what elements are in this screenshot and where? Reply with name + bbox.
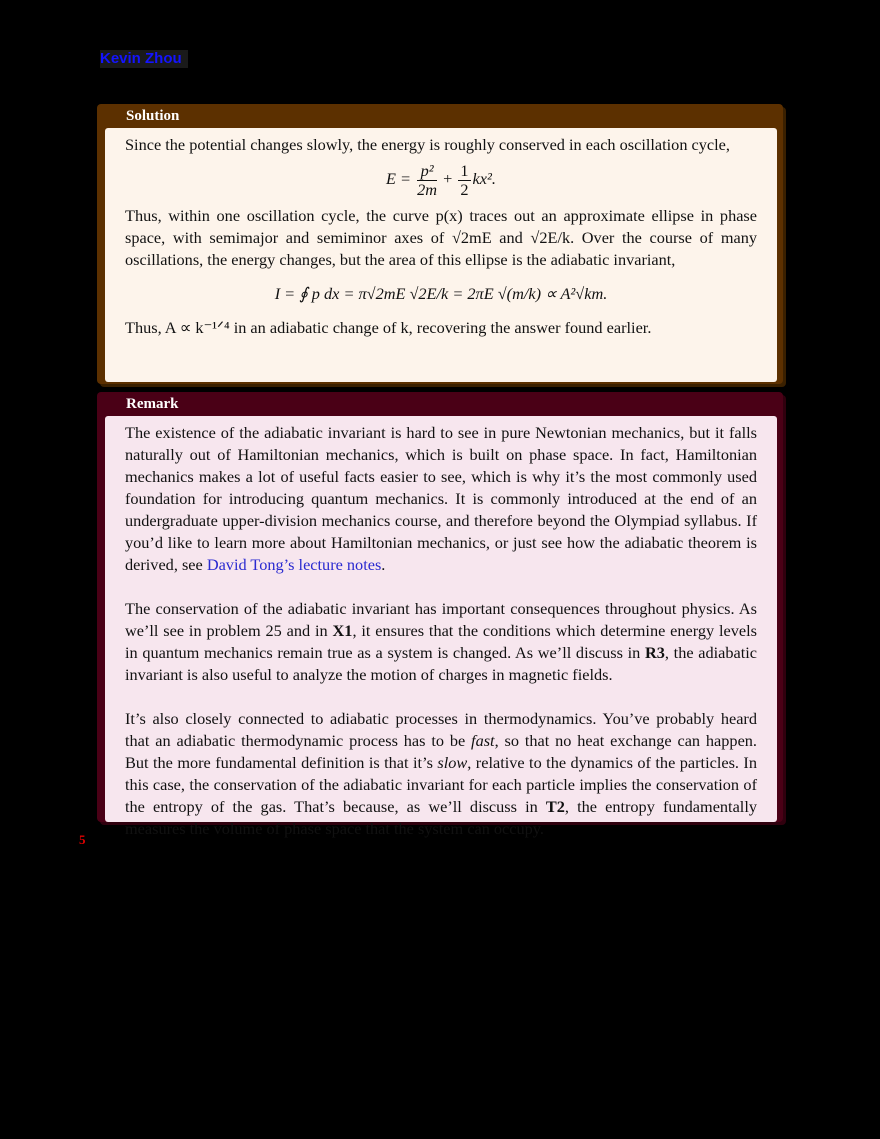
ref-t2: T2 — [545, 797, 565, 816]
solution-title: Solution — [126, 108, 180, 124]
energy-equation: E = $\frac{\text{p²}}{2m}$ + $\frac{1}{2}$ kx². — [386, 161, 496, 199]
remark-box — [97, 392, 783, 838]
remark-paragraph-2: The conservation of the adiabatic invariant has important consequences throughout physics. As we’ll see in problem 25 and in X1, it ensures that the conditions which determine energy levels in quantum mechanics remain true as a system is changed. As we’ll discuss in R3, the adiabatic invariant is also useful to analyze the motion of charges in magnetic fields. — [125, 599, 758, 684]
solution-box — [97, 104, 783, 384]
remark-body — [105, 416, 777, 838]
ref-x1: X1 — [332, 621, 353, 640]
solution-paragraph-3: Thus, A ∝ k⁻¹ᐟ⁴ in an adiabatic change of k, recovering the answer found earlier. — [125, 318, 652, 337]
solution-body — [105, 128, 777, 382]
remark-title: Remark — [126, 396, 179, 412]
solution-paragraph-2: Thus, within one oscillation cycle, the curve p(x) traces out an approximate ellipse in phase space, with semimajor and semiminor axes of √2mE and √2E/k. Over the course of many oscillations, the energy changes, but the area of this ellipse is the adiabatic invariant, — [125, 206, 757, 269]
remark-paragraph-3: It’s also closely connected to adiabatic processes in thermodynamics. You’ve probably heard that an adiabatic thermodynamic process has to be fast, so that no heat exchange can happen. But the more fundamental definition is that it’s slow, relative to the dynamics of the particles. In this case, the conservation of the adiabatic invariant for each particle implies the conservation of the entropy of the gas. That’s because, as we’ll discuss in T2, the entropy fundamentally measures the volume of phase space that the system can occupy. — [125, 709, 758, 838]
page-marker: 5 — [79, 832, 86, 847]
david-tong-notes-link[interactable]: David Tong’s lecture notes — [206, 555, 382, 574]
solution-paragraph-1: Since the potential changes slowly, the energy is roughly conserved in each oscillation cycle, — [125, 135, 730, 154]
adiabatic-invariant-equation: I = ∮ p dx = π√2mE √2E/k = 2πE √(m/k) ∝ A²√km. — [274, 284, 608, 303]
author-nav-link[interactable]: Kevin Zhou — [100, 50, 188, 68]
remark-paragraph-1: The existence of the adiabatic invariant is hard to see in pure Newtonian mechanics, but it falls naturally out of Hamiltonian mechanics, which is built on phase space. In fact, Hamiltonian mechanics makes a lot of useful facts easier to see, which is why it’s the most commonly used foundation for introducing quantum mechanics. It is commonly introduced at the end of an undergraduate upper-division mechanics course, and therefore beyond the Olympiad syllabus. If you’d like to learn more about Hamiltonian mechanics, or just see how the adiabatic theorem is derived, see David Tong’s lecture notes. — [125, 423, 757, 574]
ref-r3: R3 — [645, 643, 665, 662]
